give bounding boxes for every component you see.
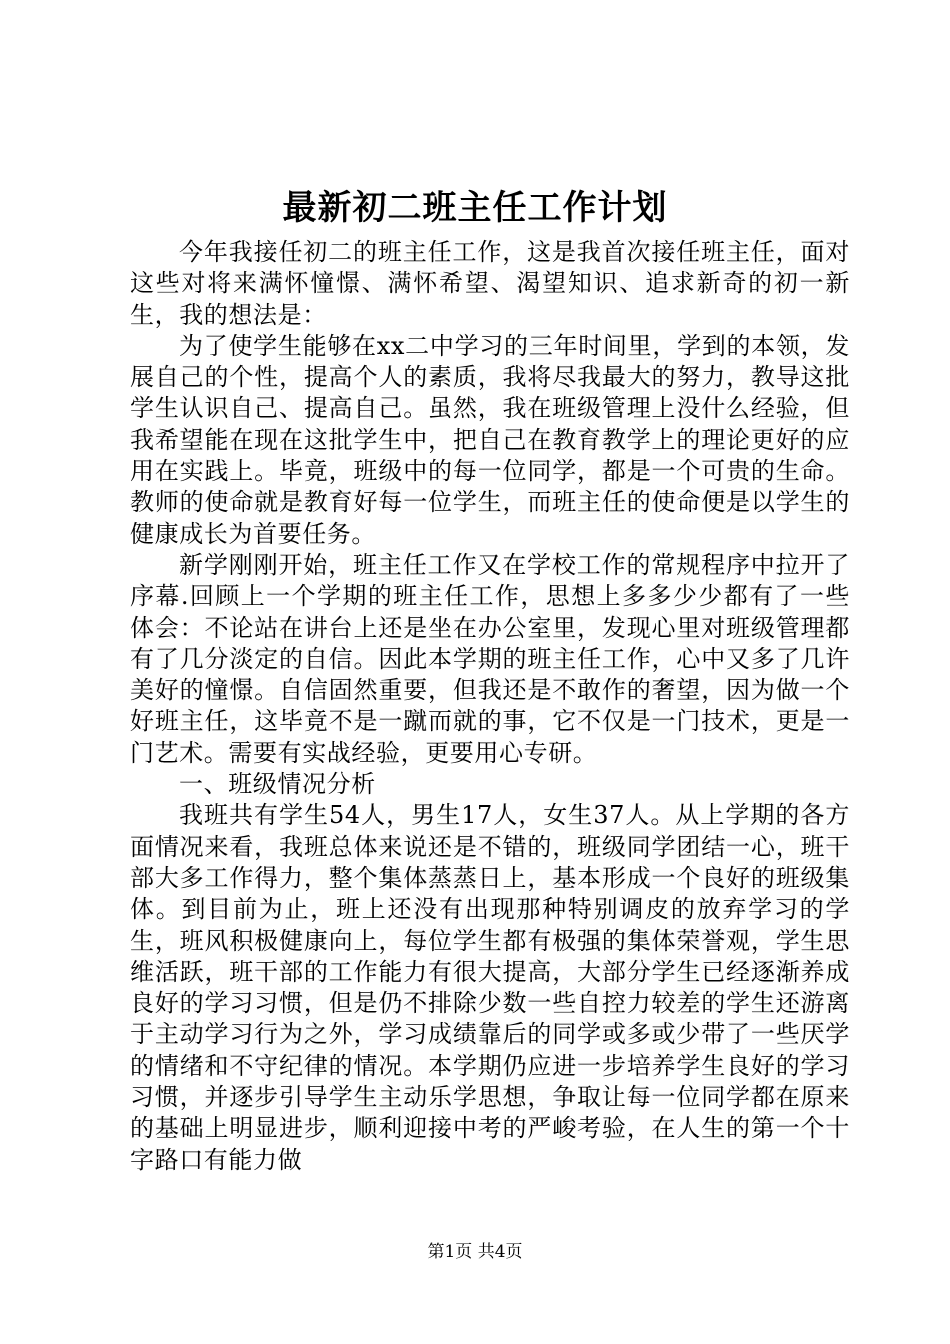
paragraph-goals: 为了使学生能够在xx二中学习的三年时间里，学到的本领，发展自己的个性，提高个人的素质，我将尽我最大的努力，教导这批学生认识自己、提高自己。虽然，我在班级管理上没什么经验，但我希望能在现在这批学生中，把自己在教育教学上的理论更好的应用在实践上。毕竟，班级中的每一位同学，都是一个可贵的生命。教师的使命就是教育好每一位学生，而班主任的使命便是以学生的健康成长为首要任务。: [130, 331, 850, 548]
document-body: [130, 237, 850, 1176]
page-number-footer: 第1页 共4页: [427, 1242, 523, 1262]
section-heading: 一、班级情况分析: [179, 770, 376, 799]
paragraph-intro: 今年我接任初二的班主任工作，这是我首次接任班主任，面对这些对将来满怀憧憬、满怀希望、渴望知识、追求新奇的初一新生，我的想法是：: [130, 238, 850, 329]
paragraph-class-analysis: 我班共有学生54人，男生17人，女生37人。从上学期的各方面情况来看，我班总体来说还是不错的，班级同学团结一心，班干部大多工作得力，整个集体蒸蒸日上，基本形成一个良好的班级集体。到目前为止，班上还没有出现那种特别调皮的放弃学习的学生，班风积极健康向上，每位学生都有极强的集体荣誉观，学生思维活跃，班干部的工作能力有很大提高，大部分学生已经逐渐养成良好的学习习惯，但是仍不排除少数一些自控力较差的学生还游离于主动学习行为之外，学习成绩靠后的同学或多或少带了一些厌学的情绪和不守纪律的情况。本学期仍应进一步培养学生良好的学习习惯，并逐步引导学生主动乐学思想，争取让每一位同学都在原来的基础上明显进步，顺利迎接中考的严峻考验，在人生的第一个十字路口有能力做: [130, 801, 850, 1174]
document-title: 最新初二班主任工作计划: [282, 188, 668, 228]
paragraph-new-term: 新学刚刚开始，班主任工作又在学校工作的常规程序中拉开了序幕.回顾上一个学期的班主任工作，思想上多多少少都有了一些体会：不论站在讲台上还是坐在办公室里，发现心里对班级管理都有了几分淡定的自信。因此本学期的班主任工作，心中又多了几许美好的憧憬。自信固然重要，但我还是不敢作的奢望，因为做一个好班主任，这毕竟不是一蹴而就的事，它不仅是一门技术，更是一门艺术。需要有实战经验，更要用心专研。: [130, 550, 850, 767]
